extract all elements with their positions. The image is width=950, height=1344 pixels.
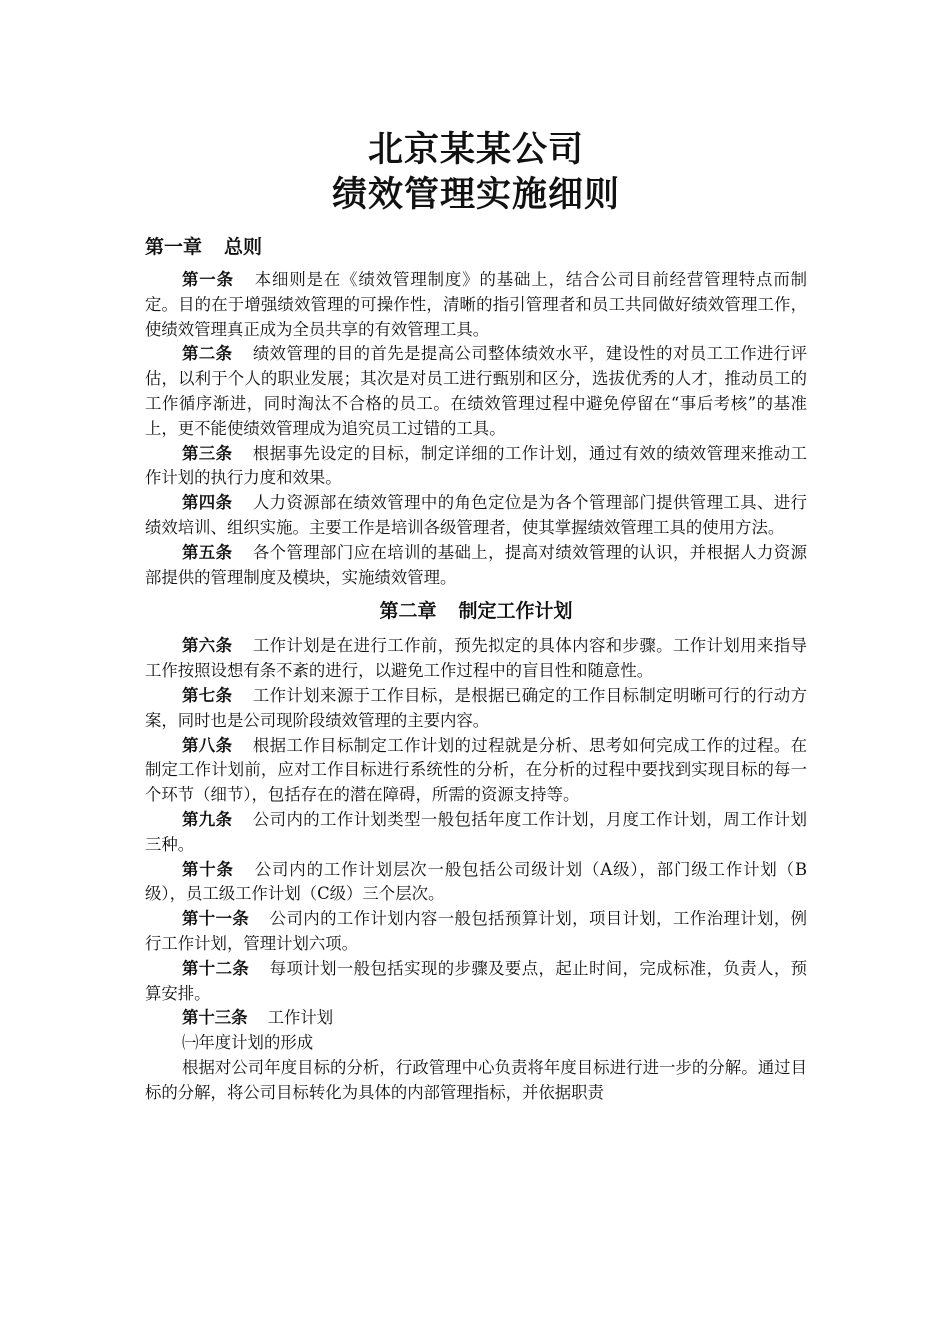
article-label: 第一条 xyxy=(182,270,234,289)
article-label: 第三条 xyxy=(182,443,233,463)
chapter-name: 总则 xyxy=(224,236,263,258)
article-13 xyxy=(145,1006,807,1031)
article-2 xyxy=(145,342,807,441)
article-text: 公司内的工作计划层次一般包括公司级计划（A级），部门级工作计划（B级），员工级工作计划（C级）三个层次。 xyxy=(145,859,807,904)
body-paragraph xyxy=(145,1056,807,1106)
article-text: 绩效管理的目的首先是提高公司整体绩效水平，建设性的对员工工作进行评估，以利于个人的职业发展；其次是对员工进行甄别和区分，选拔优秀的人才，推动员工的工作循序渐进，同时淘汰不合格的员工。在绩效管理过程中避免停留在“事后考核”的基准上，更不能使绩效管理成为追究员工过错的工具。 xyxy=(145,344,808,438)
article-text: 公司内的工作计划类型一般包括年度工作计划，月度工作计划，周工作计划三种。 xyxy=(145,809,808,854)
article-12 xyxy=(145,957,807,1007)
article-label: 第十一条 xyxy=(182,909,250,929)
article-7 xyxy=(145,684,807,734)
article-6 xyxy=(145,634,807,684)
article-text: 本细则是在《绩效管理制度》的基础上，结合公司目前经营管理特点而制定。目的在于增强绩效管理的可操作性，清晰的指引管理者和员工共同做好绩效管理工作，使绩效管理真正成为全员共享的有效管理工具。 xyxy=(145,270,808,339)
chapter-name: 制定工作计划 xyxy=(458,600,573,623)
article-label: 第十三条 xyxy=(182,1008,248,1028)
article-text: 根据事先设定的目标，制定详细的工作计划，通过有效的绩效管理来推动工作计划的执行力度和效果。 xyxy=(145,443,808,488)
subsection-text: ㈠年度计划的形成 xyxy=(182,1033,314,1053)
article-4 xyxy=(145,491,807,541)
article-text: 工作计划来源于工作目标，是根据已确定的工作目标制定明晰可行的行动方案，同时也是公司现阶段绩效管理的主要内容。 xyxy=(145,685,808,730)
article-11 xyxy=(145,907,807,957)
article-1 xyxy=(145,268,807,342)
document-page xyxy=(145,128,807,1106)
article-text: 工作计划 xyxy=(267,1008,334,1028)
chapter-1-heading xyxy=(145,232,807,262)
article-text: 人力资源部在绩效管理中的角色定位是为各个管理部门提供管理工具、进行绩效培训、组织实施。主要工作是培训各级管理者，使其掌握绩效管理工具的使用方法。 xyxy=(145,493,808,537)
article-8 xyxy=(145,734,807,808)
article-text: 每项计划一般包括实现的步骤及要点，起止时间，完成标准，负责人，预算安排。 xyxy=(145,958,808,1003)
paragraph-text: 根据对公司年度目标的分析，行政管理中心负责将年度目标进行进一步的分解。通过目标的分解，将公司目标转化为具体的内部管理指标，并依据职责 xyxy=(145,1057,807,1102)
article-text: 各个管理部门应在培训的基础上，提高对绩效管理的认识，并根据人力资源部提供的管理制度及模块，实施绩效管理。 xyxy=(145,542,808,587)
article-label: 第五条 xyxy=(182,542,233,562)
article-10 xyxy=(145,858,807,908)
chapter-number: 第二章 xyxy=(379,600,437,623)
article-text: 公司内的工作计划内容一般包括预算计划，项目计划，工作治理计划，例行工作计划，管理计划六项。 xyxy=(145,909,808,953)
article-label: 第二条 xyxy=(182,344,233,364)
article-5 xyxy=(145,541,807,591)
article-label: 第九条 xyxy=(182,809,233,829)
article-label: 第六条 xyxy=(182,636,233,656)
chapter-2-heading xyxy=(145,596,807,626)
article-9 xyxy=(145,808,807,858)
document-title-line-1: 北京某某公司 xyxy=(367,130,584,170)
subsection-heading xyxy=(145,1031,807,1056)
article-label: 第七条 xyxy=(182,685,233,705)
article-text: 工作计划是在进行工作前，预先拟定的具体内容和步骤。工作计划用来指导工作按照设想有条不紊的进行，以避免工作过程中的盲目性和随意性。 xyxy=(145,636,808,681)
article-label: 第十二条 xyxy=(182,958,250,978)
chapter-number: 第一章 xyxy=(145,236,203,258)
document-title-line-2: 绩效管理实施细则 xyxy=(331,175,620,215)
article-label: 第八条 xyxy=(182,735,233,755)
article-label: 第四条 xyxy=(182,493,233,513)
article-3 xyxy=(145,442,807,492)
article-label: 第十条 xyxy=(182,859,234,879)
article-text: 根据工作目标制定工作计划的过程就是分析、思考如何完成工作的过程。在制定工作计划前，应对工作目标进行系统性的分析，在分析的过程中要找到实现目标的每一个环节（细节），包括存在的潜在障碍，所需的资源支持等。 xyxy=(145,735,808,805)
